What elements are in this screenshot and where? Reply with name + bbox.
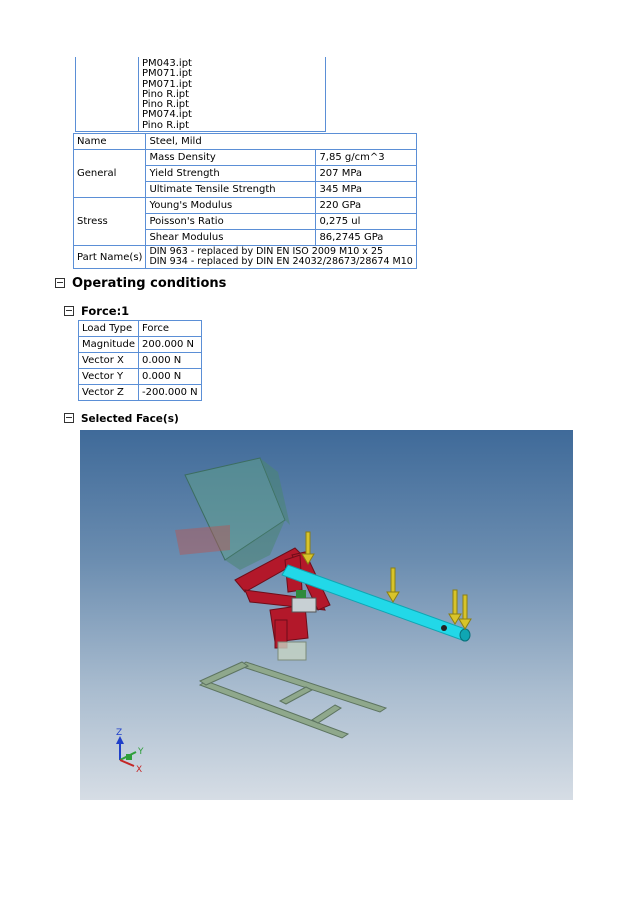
table-row <box>74 150 417 166</box>
part-names-cell <box>146 246 416 269</box>
operating-conditions-title: Operating conditions <box>72 276 227 291</box>
table-row <box>74 198 417 214</box>
force-value: 0.000 N <box>138 353 201 369</box>
force-label: Magnitude <box>79 337 139 353</box>
table-row <box>79 385 202 401</box>
selected-faces-title: Selected Face(s) <box>81 413 179 425</box>
force-heading[interactable] <box>64 304 129 318</box>
force-label: Vector X <box>79 353 139 369</box>
collapse-icon[interactable] <box>64 413 74 423</box>
file-item: PM071.ipt <box>142 68 192 80</box>
value-cell: 86,2745 GPa <box>316 230 416 246</box>
file-item: PM074.ipt <box>142 109 192 121</box>
file-item: PM071.ipt <box>142 78 192 90</box>
name-value: Steel, Mild <box>146 134 416 150</box>
table-row <box>79 337 202 353</box>
force-value: -200.000 N <box>138 385 201 401</box>
value-cell: 345 MPa <box>316 182 416 198</box>
z-axis-label: Z <box>116 728 123 738</box>
material-table <box>73 133 417 269</box>
file-item: Pino R.ipt <box>142 88 190 100</box>
model-viewport[interactable] <box>80 430 573 800</box>
prop-cell: Mass Density <box>146 150 316 166</box>
prop-cell: Young's Modulus <box>146 198 316 214</box>
file-item: PM043.ipt <box>142 58 192 69</box>
value-cell: 207 MPa <box>316 166 416 182</box>
model-render <box>80 430 573 800</box>
collapse-icon[interactable] <box>55 278 65 288</box>
force-title: Force:1 <box>81 304 130 318</box>
column-divider <box>138 57 139 131</box>
force-value: Force <box>138 321 201 337</box>
table-row <box>79 369 202 385</box>
force-value: 0.000 N <box>138 369 201 385</box>
y-axis-label: Y <box>138 747 144 757</box>
file-list <box>142 59 192 131</box>
name-label: Name <box>74 134 146 150</box>
file-list-cell <box>75 57 326 132</box>
table-row <box>74 134 417 150</box>
part-name: DIN 963 - replaced by DIN EN ISO 2009 M10 x 25 <box>149 246 384 257</box>
general-label: General <box>74 150 146 198</box>
base-frame <box>200 662 386 738</box>
operating-conditions-heading[interactable] <box>55 276 226 291</box>
axis-triad <box>116 728 144 775</box>
file-item: Pino R.ipt <box>142 99 190 111</box>
value-cell: 220 GPa <box>316 198 416 214</box>
selected-faces-heading[interactable] <box>64 413 179 425</box>
prop-cell: Shear Modulus <box>146 230 316 246</box>
value-cell: 0,275 ul <box>316 214 416 230</box>
value-cell: 7,85 g/cm^3 <box>316 150 416 166</box>
collapse-icon[interactable] <box>64 306 74 316</box>
stress-label: Stress <box>74 198 146 246</box>
force-label: Vector Y <box>79 369 139 385</box>
part-label: Part Name(s) <box>74 246 146 269</box>
force-table <box>78 320 202 401</box>
hopper <box>175 458 290 570</box>
force-label: Load Type <box>79 321 139 337</box>
force-value: 200.000 N <box>138 337 201 353</box>
table-row <box>79 321 202 337</box>
prop-cell: Ultimate Tensile Strength <box>146 182 316 198</box>
table-row <box>79 353 202 369</box>
table-row <box>74 246 417 269</box>
x-axis-label: X <box>136 765 143 775</box>
prop-cell: Poisson's Ratio <box>146 214 316 230</box>
force-label: Vector Z <box>79 385 139 401</box>
prop-cell: Yield Strength <box>146 166 316 182</box>
file-item: Pino R.ipt <box>142 119 190 131</box>
part-name: DIN 934 - replaced by DIN EN 24032/28673/28674 M10 <box>149 256 413 267</box>
